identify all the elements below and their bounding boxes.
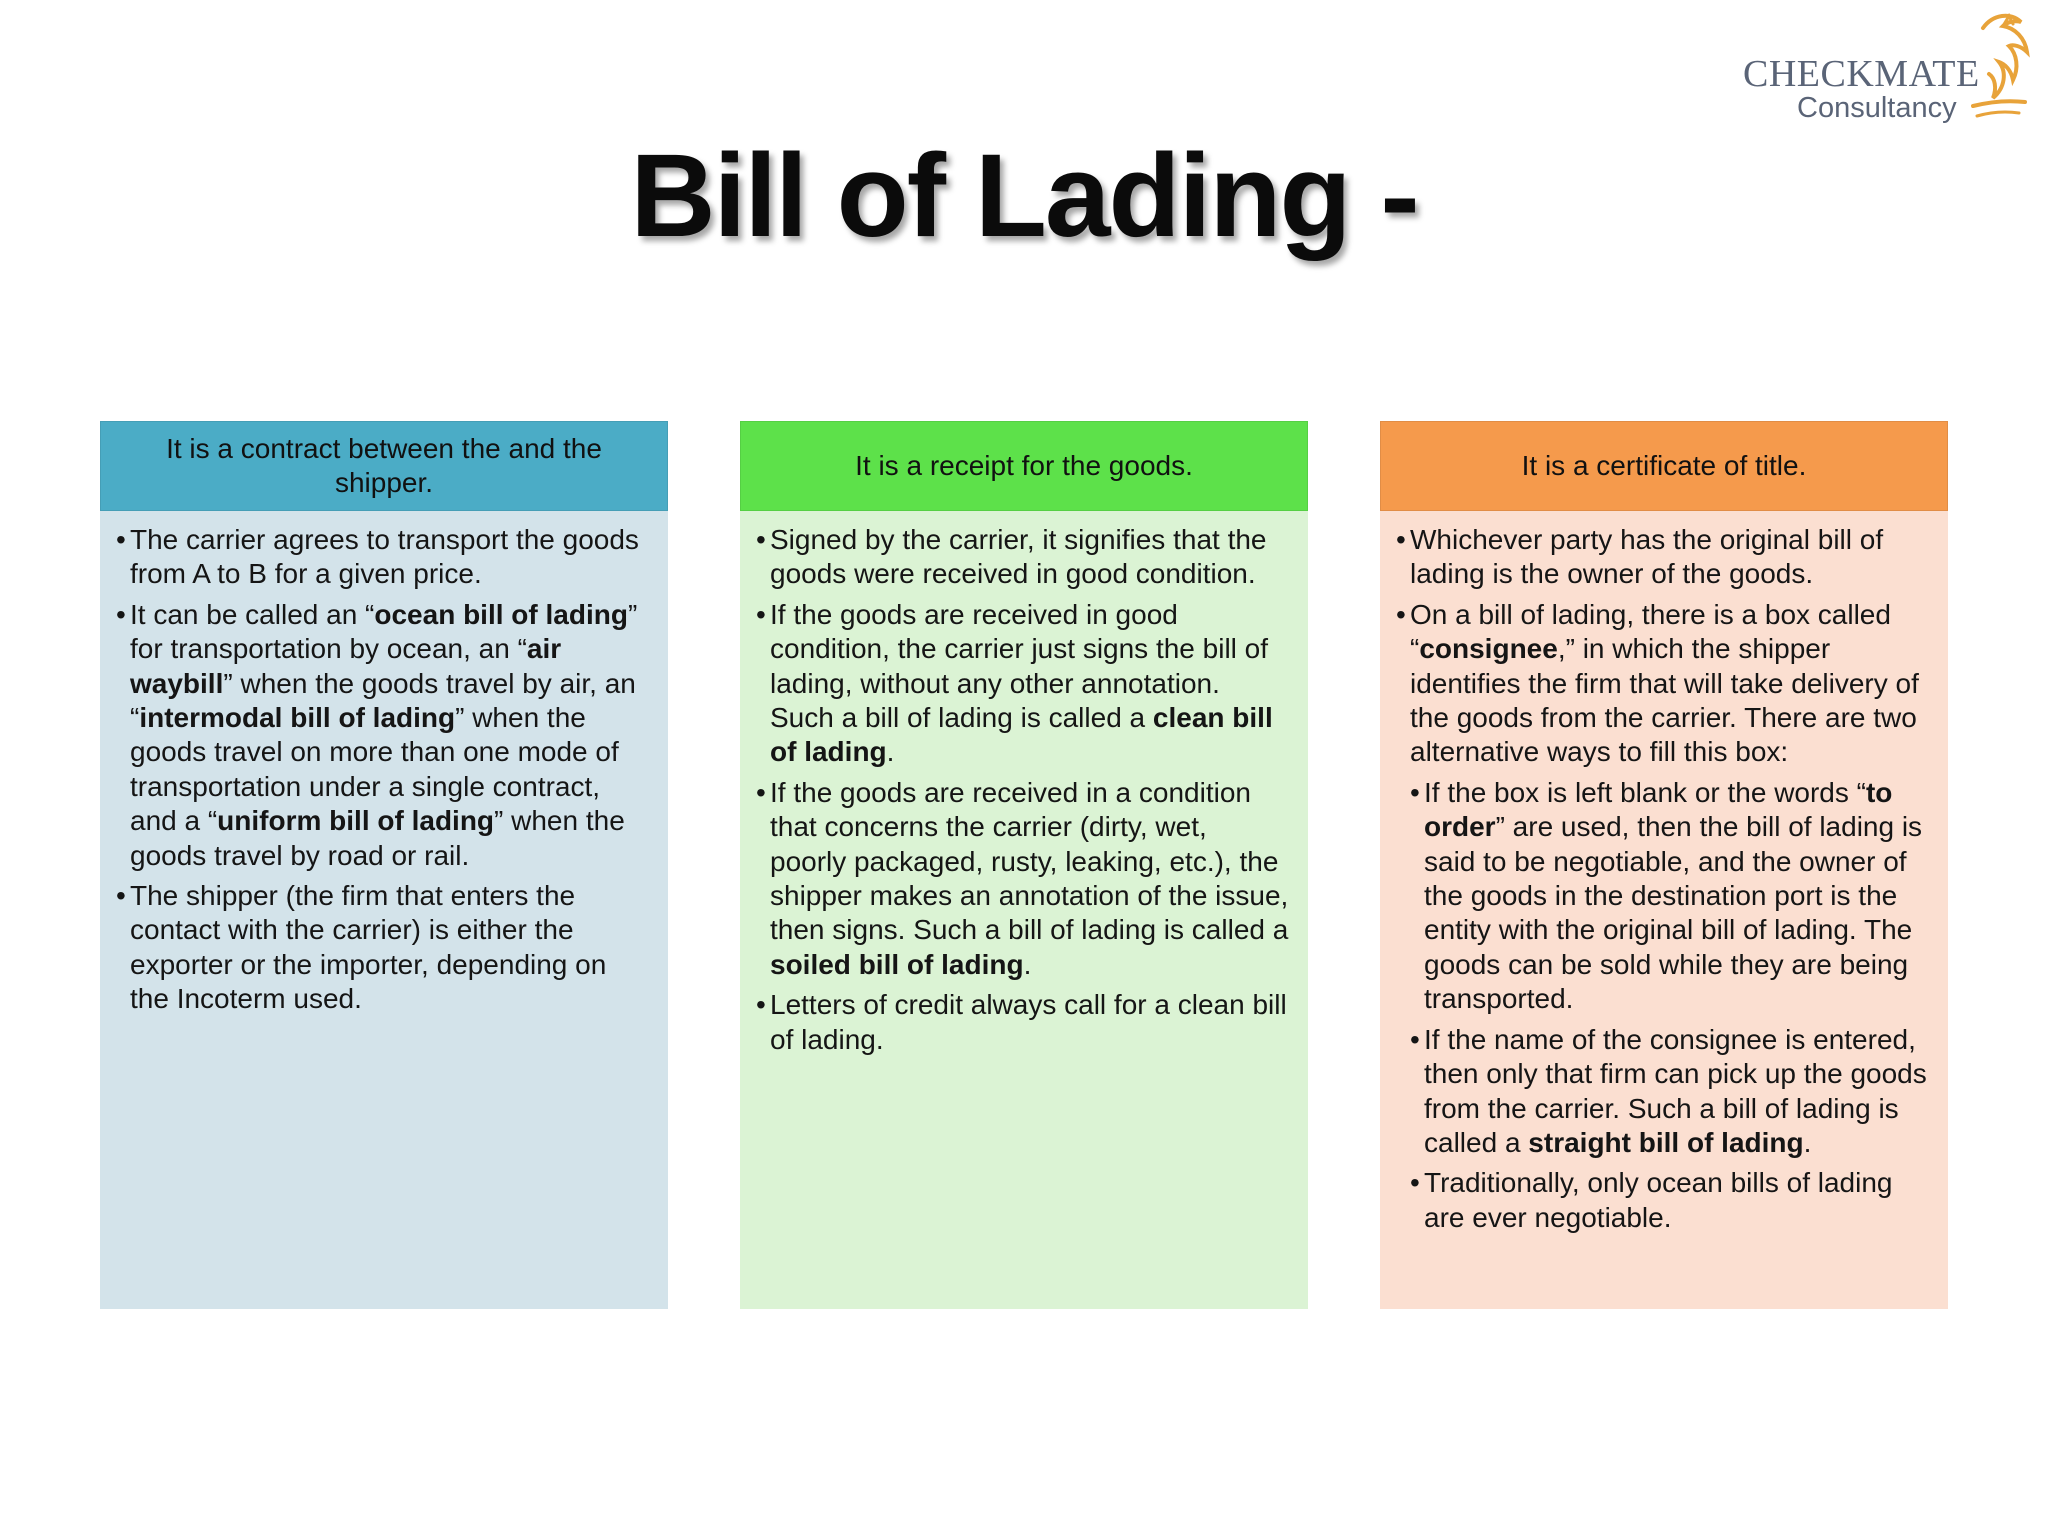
column-body	[100, 511, 668, 1309]
bullet-item: • Whichever party has the original bill of lading is the owner of the goods.	[1396, 523, 1930, 592]
checkmate-logo	[1735, 10, 2035, 130]
logo-brand-text: CHECKMATE	[1743, 53, 1980, 95]
column-contract	[100, 421, 668, 1309]
bullet-item: • The shipper (the firm that enters the contact with the carrier) is either the exporter or the importer, depending on the Incoterm used.	[116, 879, 650, 1017]
logo-sub-text: Consultancy	[1797, 92, 1957, 124]
column-receipt	[740, 421, 1308, 1309]
slide-title: Bill of Lading -	[630, 130, 1418, 262]
bullet-item: • If the goods are received in good condition, the carrier just signs the bill of lading, without any other annotation. Such a bill of lading is called a clean bill of lading.	[756, 598, 1290, 770]
bullet-item: • Letters of credit always call for a clean bill of lading.	[756, 988, 1290, 1057]
bullet-item: • On a bill of lading, there is a box called “consignee,” in which the shipper identifies the firm that will take delivery of the goods from the carrier. There are two alternative ways to fill this box: • If the box is left blank or the words “to order” are used, then the bill of lading is said to be negotiable, and the owner of the goods in the destination port is the entity with the original bill of lading. The goods can be sold while they are being transported. • If the name of the consignee is entered, then only that firm can pick up the goods from the carrier. Such a bill of lading is called a straight bill of lading. • Traditionally, only ocean bills of lading are ever negotiable.	[1396, 598, 1930, 1235]
bullet-item: • The carrier agrees to transport the goods from A to B for a given price.	[116, 523, 650, 592]
column-body	[1380, 511, 1948, 1309]
bullet-item: • Signed by the carrier, it signifies that the goods were received in good condition.	[756, 523, 1290, 592]
column-body	[740, 511, 1308, 1309]
sub-bullet-item: • If the box is left blank or the words “to order” are used, then the bill of lading is said to be negotiable, and the owner of the goods in the destination port is the entity with the original bill of lading. The goods can be sold while they are being transported.	[1410, 776, 1930, 1017]
bullet-list	[116, 523, 650, 1017]
bullet-list	[756, 523, 1290, 1057]
column-header: It is a receipt for the goods.	[740, 421, 1308, 511]
sub-bullet-item: • If the name of the consignee is entered, then only that firm can pick up the goods from the carrier. Such a bill of lading is called a straight bill of lading.	[1410, 1023, 1930, 1161]
sub-bullet-list	[1410, 776, 1930, 1235]
column-header: It is a certificate of title.	[1380, 421, 1948, 511]
column-header: It is a contract between the and the shipper.	[100, 421, 668, 511]
sub-bullet-item: • Traditionally, only ocean bills of lading are ever negotiable.	[1410, 1166, 1930, 1235]
bullet-list	[1396, 523, 1930, 1235]
bullet-item: • It can be called an “ocean bill of lading” for transportation by ocean, an “air waybill” when the goods travel by air, an “intermodal bill of lading” when the goods travel on more than one mode of transportation under a single contract, and a “uniform bill of lading” when the goods travel by road or rail.	[116, 598, 650, 873]
column-certificate	[1380, 421, 1948, 1309]
knight-horse-icon	[1963, 10, 2035, 125]
bullet-item: • If the goods are received in a condition that concerns the carrier (dirty, wet, poorly packaged, rusty, leaking, etc.), the shipper makes an annotation of the issue, then signs. Such a bill of lading is called a soiled bill of lading.	[756, 776, 1290, 982]
